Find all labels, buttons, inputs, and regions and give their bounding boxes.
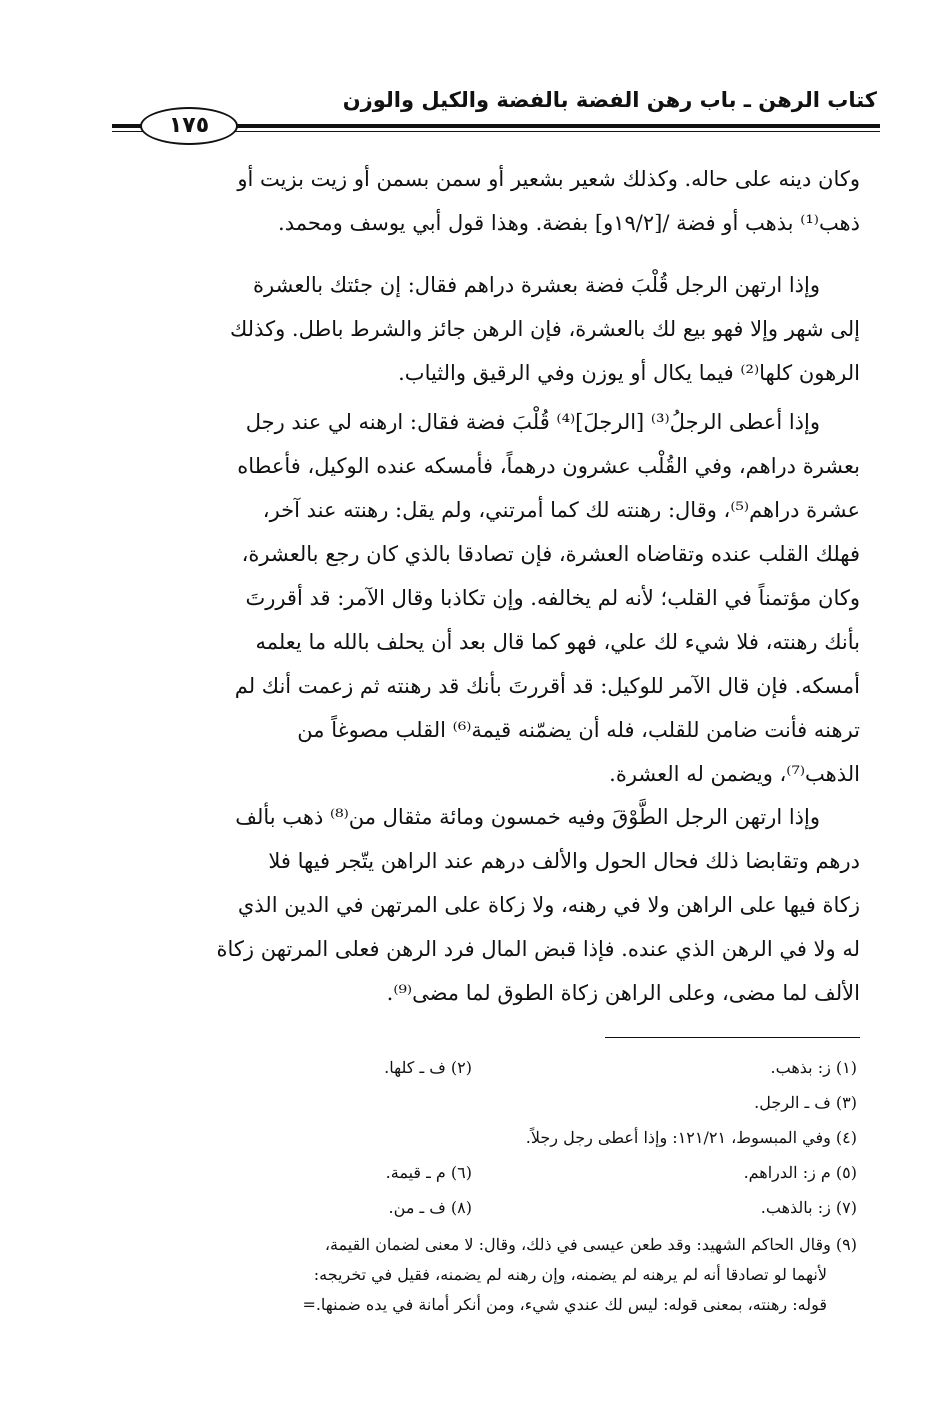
footnote-4: (٤) وفي المبسوط، ١٢١/٢١: وإذا أعطى رجل رجلاً. (525, 1128, 857, 1147)
running-header-title: كتاب الرهن ـ باب رهن الفضة بالفضة والكيل والوزن (342, 88, 877, 112)
text-line: ترهنه فأنت ضامن للقلب، فله أن يضمّنه قيمة⁽⁶⁾ القلب مصوغاً من (297, 718, 860, 742)
footnote-2: (٢) ف ـ كلها. (384, 1058, 472, 1077)
page-number: ١٧٥ (140, 107, 238, 145)
footnote-7: (٧) ز: بالذهب. (760, 1198, 857, 1217)
footnote-9 (97, 1230, 857, 1320)
footnote-line: لأنهما لو تصادقا أنه لم يرهنه لم يضمنه، وإن رهنه لم يضمنه، فقيل في تخريجه: (313, 1265, 827, 1284)
text-line: وإذا أعطى الرجلُ⁽³⁾ [الرجلَ]⁽⁴⁾ قُلْبَ فضة فقال: ارهنه لي عند رجل (245, 410, 820, 434)
text-line: زكاة فيها على الراهن ولا في رهنه، ولا زكاة على المرتهن في الدين الذي (237, 893, 860, 917)
text-line: وكان دينه على حاله. وكذلك شعير بشعير أو سمن بسمن أو زيت بزيت أو (237, 167, 860, 191)
text-line: الذهب⁽⁷⁾، ويضمن له العشرة. (609, 762, 860, 786)
text-line: وإذا ارتهن الرجل قُلْبَ فضة بعشرة دراهم فقال: إن جئتك بالعشرة (253, 273, 820, 297)
footnote-line: قوله: رهنته، بمعنى قوله: ليس لك عندي شيء، ومن أنكر أمانة في يده ضمنها.= (302, 1295, 827, 1314)
paragraph-2 (160, 263, 860, 395)
text-line: له ولا في الرهن الذي عنده. فإذا قبض المال فرد الرهن فعلى المرتهن زكاة (216, 937, 860, 961)
text-line: وكان مؤتمناً في القلب؛ لأنه لم يخالفه. وإن تكاذبا وقال الآمر: قد أقررتَ (245, 586, 860, 610)
footnote-3: (٣) ف ـ الرجل. (754, 1093, 857, 1112)
paragraph-3 (160, 400, 860, 796)
text-line: إلى شهر وإلا فهو بيع لك بالعشرة، فإن الرهن جائز والشرط باطل. وكذلك (229, 317, 860, 341)
text-line: بأنك رهنته، فلا شيء لك علي، فهو كما قال بعد أن يحلف بالله ما يعلمه (255, 630, 860, 654)
footnote-1: (١) ز: بذهب. (770, 1058, 857, 1077)
text-line: عشرة دراهم⁽⁵⁾، وقال: رهنته لك كما أمرتني، ولم يقل: رهنته عند آخر، (262, 498, 860, 522)
footnote-6: (٦) م ـ قيمة. (385, 1163, 472, 1182)
text-line: ذهب⁽¹⁾ بذهب أو فضة /[١٩/٢و] بفضة. وهذا قول أبي يوسف ومحمد. (278, 211, 860, 235)
footnote-line: (٩) وقال الحاكم الشهيد: وقد طعن عيسى في ذلك، وقال: لا معنى لضمان القيمة، (324, 1235, 857, 1254)
text-line: وإذا ارتهن الرجل الطَّوْقَ وفيه خمسون ومائة مثقال من⁽⁸⁾ ذهب بألف (235, 805, 820, 829)
footnote-8: (٨) ف ـ من. (388, 1198, 472, 1217)
text-line: بعشرة دراهم، وفي القُلْب عشرون درهماً، فأمسكه عنده الوكيل، فأعطاه (237, 454, 860, 478)
footnote-5: (٥) م ز: الدراهم. (743, 1163, 857, 1182)
paragraph-4 (160, 795, 860, 1015)
text-line: الرهون كلها⁽²⁾ فيما يكال أو يوزن وفي الرقيق والثياب. (398, 361, 860, 385)
text-line: أمسكه. فإن قال الآمر للوكيل: قد أقررتَ بأنك قد رهنته ثم زعمت أنك لم (234, 674, 860, 698)
footnote-separator (605, 1037, 860, 1038)
text-line: الألف لما مضى، وعلى الراهن زكاة الطوق لما مضى⁽⁹⁾. (386, 981, 860, 1005)
paragraph-1 (160, 157, 860, 245)
text-line: فهلك القلب عنده وتقاضاه العشرة، فإن تصادقا بالذي كان رجع بالعشرة، (241, 542, 860, 566)
text-line: درهم وتقابضا ذلك فحال الحول والألف درهم عند الراهن يتّجر فيها فلا (268, 849, 860, 873)
